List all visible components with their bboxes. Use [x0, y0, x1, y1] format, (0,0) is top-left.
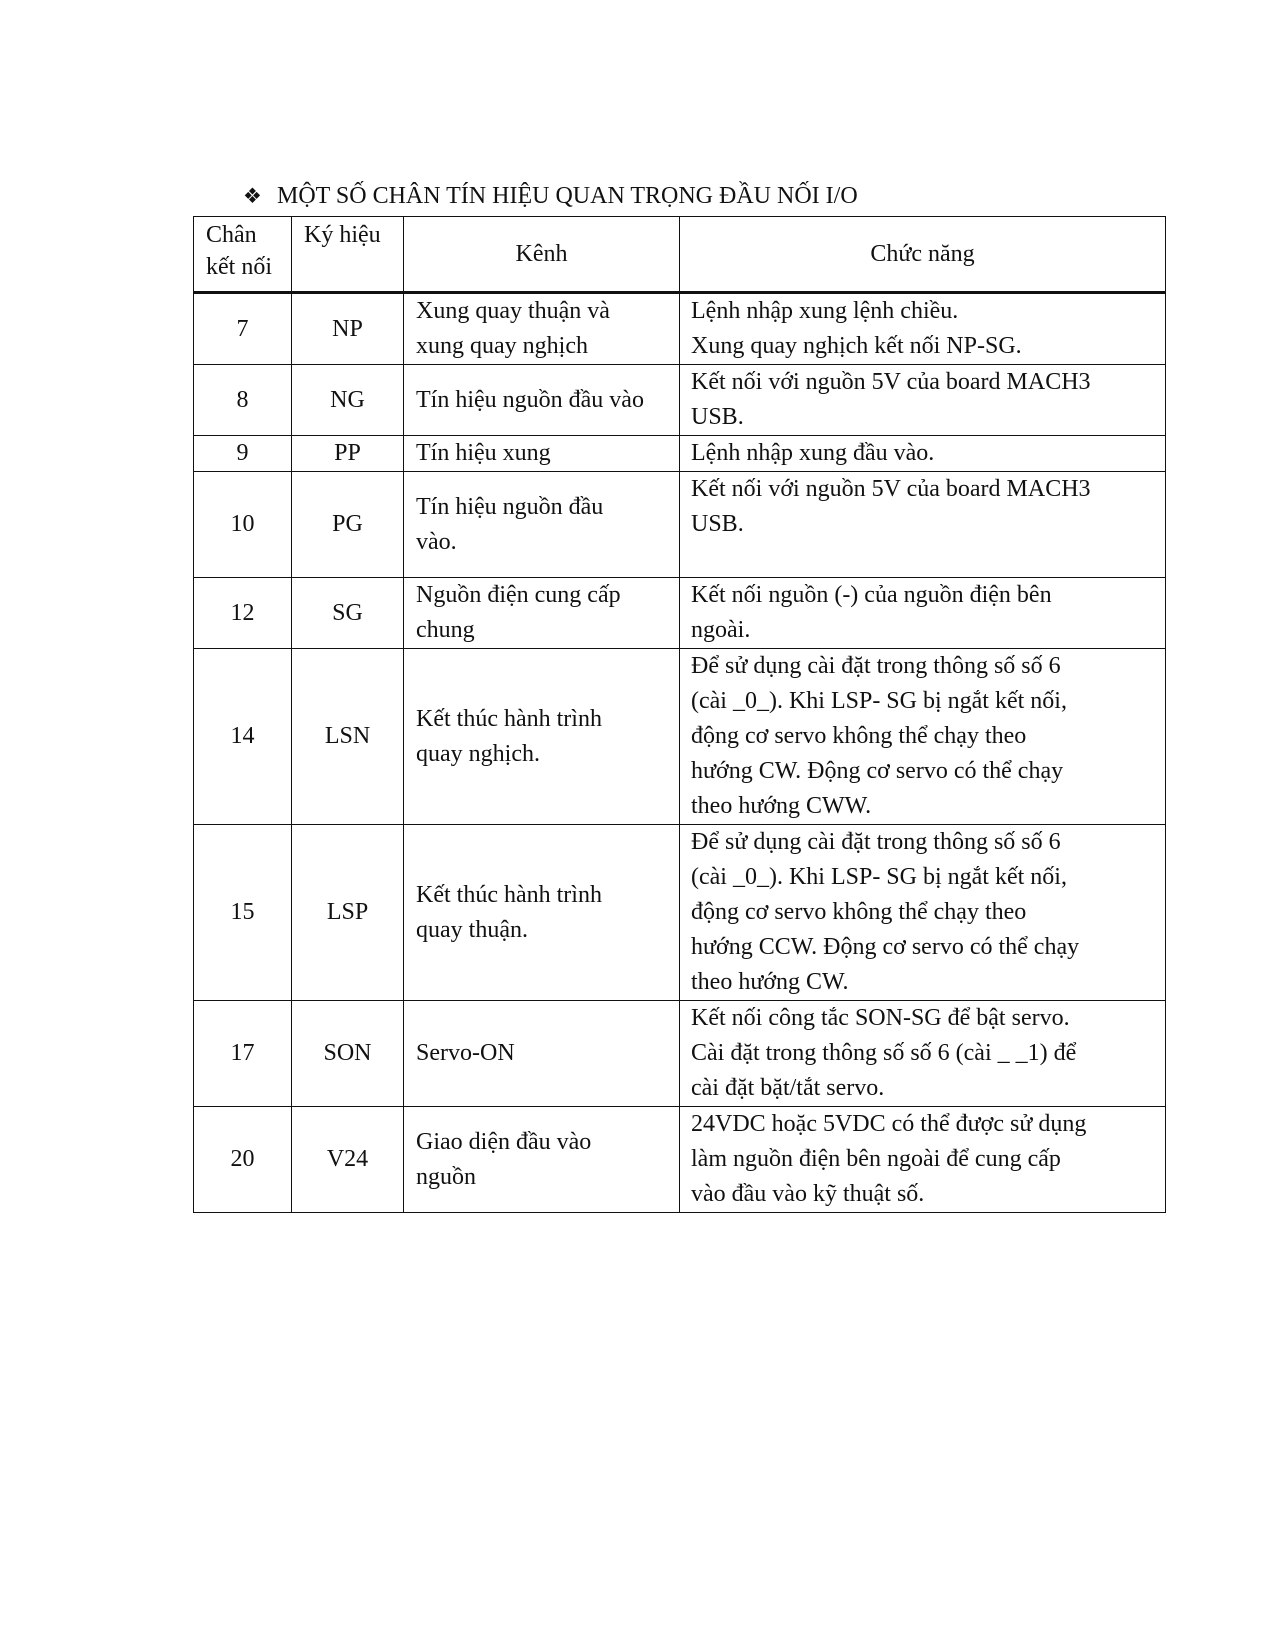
- table-row: [194, 472, 1166, 578]
- cell-channel: Tín hiệu nguồn đầu vào: [404, 365, 680, 436]
- cell-symbol: NP: [292, 293, 404, 365]
- cell-function: Kết nối công tắc SON-SG để bật servo. Cài đặt trong thông số số 6 (cài _ _1) để cài đặt bặt/tắt servo.: [680, 1001, 1166, 1107]
- cell-symbol: NG: [292, 365, 404, 436]
- section-heading: [243, 180, 858, 212]
- heading-text: MỘT SỐ CHÂN TÍN HIỆU QUAN TRỌNG ĐẦU NỐI I/O: [277, 183, 858, 209]
- cell-symbol: PP: [292, 436, 404, 472]
- table-row: [194, 1107, 1166, 1213]
- io-signal-table: [193, 216, 1166, 1213]
- cell-function: Kết nối nguồn (-) của nguồn điện bên ngoài.: [680, 578, 1166, 649]
- table-row: [194, 436, 1166, 472]
- table-row: [194, 578, 1166, 649]
- cell-pin: 20: [194, 1107, 292, 1213]
- cell-channel: Tín hiệu xung: [404, 436, 680, 472]
- cell-function: Lệnh nhập xung đầu vào.: [680, 436, 1166, 472]
- header-pin: Chân kết nối: [194, 217, 292, 293]
- cell-pin: 9: [194, 436, 292, 472]
- cell-symbol: SG: [292, 578, 404, 649]
- cell-pin: 12: [194, 578, 292, 649]
- cell-channel: Servo-ON: [404, 1001, 680, 1107]
- header-channel: Kênh: [404, 217, 680, 293]
- cell-function: Kết nối với nguồn 5V của board MACH3 USB.: [680, 472, 1166, 578]
- diamond-bullet-icon: ❖: [243, 184, 262, 208]
- cell-channel: Nguồn điện cung cấp chung: [404, 578, 680, 649]
- cell-function: Để sử dụng cài đặt trong thông số số 6 (cài _0_). Khi LSP- SG bị ngắt kết nối, động cơ servo không thể chạy theo hướng CW. Động cơ servo có thể chạy theo hướng CWW.: [680, 649, 1166, 825]
- table-row: [194, 1001, 1166, 1107]
- cell-channel: Kết thúc hành trình quay nghịch.: [404, 649, 680, 825]
- cell-function: Kết nối với nguồn 5V của board MACH3 USB.: [680, 365, 1166, 436]
- cell-channel: Giao diện đầu vào nguồn: [404, 1107, 680, 1213]
- cell-channel: Xung quay thuận và xung quay nghịch: [404, 293, 680, 365]
- cell-pin: 15: [194, 825, 292, 1001]
- cell-pin: 10: [194, 472, 292, 578]
- cell-symbol: V24: [292, 1107, 404, 1213]
- cell-pin: 7: [194, 293, 292, 365]
- cell-channel: Kết thúc hành trình quay thuận.: [404, 825, 680, 1001]
- table-row: [194, 293, 1166, 365]
- table-row: [194, 649, 1166, 825]
- cell-symbol: PG: [292, 472, 404, 578]
- table-row: [194, 365, 1166, 436]
- cell-symbol: LSP: [292, 825, 404, 1001]
- cell-function: Lệnh nhập xung lệnh chiều. Xung quay nghịch kết nối NP-SG.: [680, 293, 1166, 365]
- cell-function: Để sử dụng cài đặt trong thông số số 6 (cài _0_). Khi LSP- SG bị ngắt kết nối, động cơ servo không thể chạy theo hướng CCW. Động cơ servo có thể chạy theo hướng CW.: [680, 825, 1166, 1001]
- cell-pin: 8: [194, 365, 292, 436]
- cell-symbol: SON: [292, 1001, 404, 1107]
- cell-function: 24VDC hoặc 5VDC có thể được sử dụng làm nguồn điện bên ngoài để cung cấp vào đầu vào kỹ thuật số.: [680, 1107, 1166, 1213]
- table-header-row: [194, 217, 1166, 293]
- header-symbol: Ký hiệu: [292, 217, 404, 293]
- cell-pin: 14: [194, 649, 292, 825]
- cell-pin: 17: [194, 1001, 292, 1107]
- table-row: [194, 825, 1166, 1001]
- header-function: Chức năng: [680, 217, 1166, 293]
- cell-channel: Tín hiệu nguồn đầu vào.: [404, 472, 680, 578]
- cell-symbol: LSN: [292, 649, 404, 825]
